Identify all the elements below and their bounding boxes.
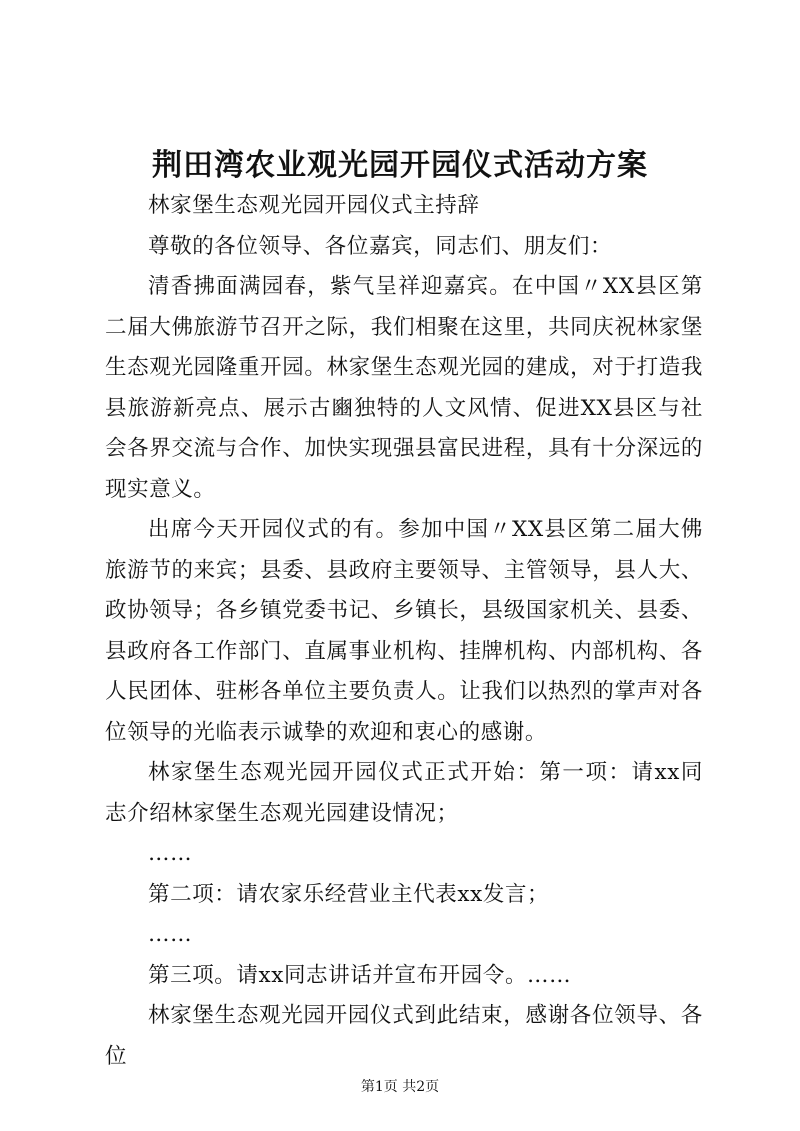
document-body	[105, 186, 703, 1077]
document-title: 荆田湾农业观光园开园仪式活动方案	[152, 148, 648, 183]
paragraph-heading: 林家堡生态观光园开园仪式主持辞	[148, 193, 480, 218]
paragraph-opening: 清香拂面满园春，紫气呈祥迎嘉宾。在中国〃XX县区第二届大佛旅游节召开之际，我们相聚在这里，共同庆祝林家堡生态观光园隆重开园。林家堡生态观光园的建成，对于打造我县旅游新亮点、展示古豳独特的人文风情、促进XX县区与社会各界交流与合作、加快实现强县富民进程，具有十分深远的现实意义。	[105, 274, 703, 502]
paragraph-item-two: 第二项：请农家乐经营业主代表xx发言；	[148, 881, 550, 907]
paragraph-closing: 林家堡生态观光园开园仪式到此结束，感谢各位领导、各位	[105, 1003, 703, 1069]
paragraph-attendees: 出席今天开园仪式的有。参加中国〃XX县区第二届大佛旅游节的来宾；县委、县政府主要领导、主管领导，县人大、政协领导；各乡镇党委书记、乡镇长，县级国家机关、县委、县政府各工作部门、直属事业机构、挂牌机构、内部机构、各人民团体、驻彬各单位主要负责人。让我们以热烈的掌声对各位领导的光临表示诚挚的欢迎和衷心的感谢。	[105, 517, 703, 745]
page-number-footer: 第1页 共2页	[360, 1079, 440, 1095]
paragraph-salutation: 尊敬的各位领导、各位嘉宾，同志们、朋友们：	[148, 233, 613, 259]
paragraph-item-one: 林家堡生态观光园开园仪式正式开始：第一项：请xx同志介绍林家堡生态观光园建设情况；	[105, 760, 703, 826]
paragraph-item-three: 第三项。请xx同志讲话并宣布开园令。……	[148, 962, 572, 988]
paragraph-ellipsis-1: ……	[148, 841, 193, 866]
paragraph-ellipsis-2: ……	[148, 922, 193, 947]
